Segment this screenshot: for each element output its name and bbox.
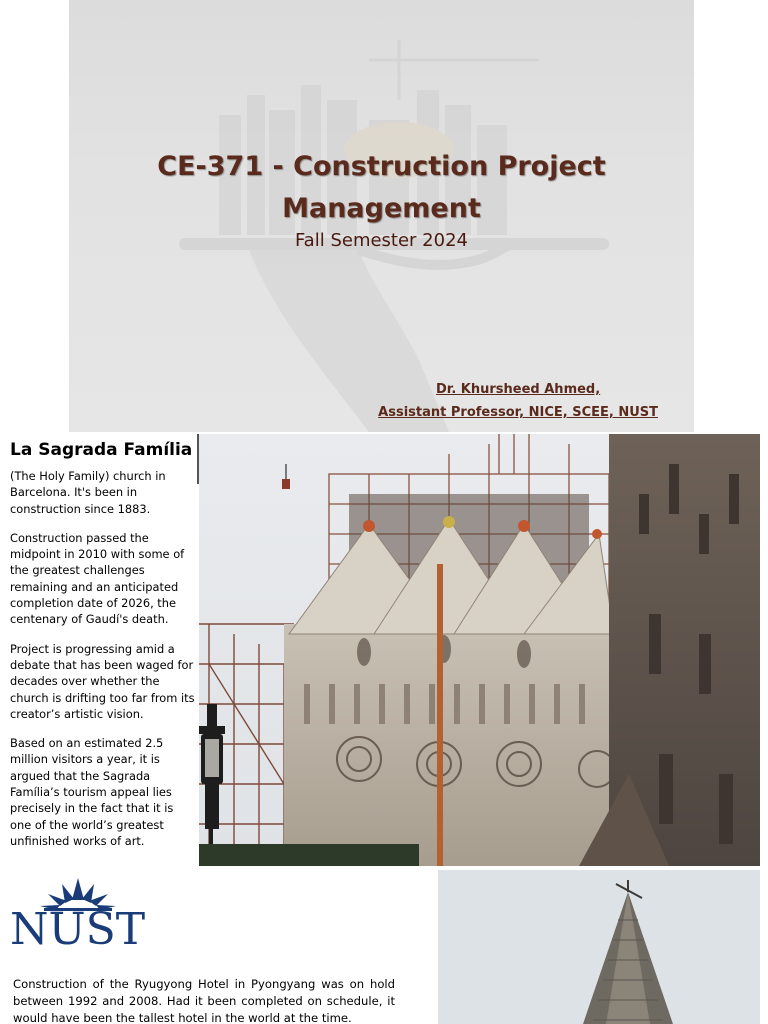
sagrada-paragraph: Project is progressing amid a debate that has been waged for decades over whether the church is drifting too far from its creator’s artistic vision.	[10, 641, 195, 721]
semester-label: Fall Semester 2024	[294, 230, 468, 251]
author-block	[378, 378, 658, 424]
cathedral-construction-photo-icon	[199, 434, 760, 866]
sagrada-paragraph: Based on an estimated 2.5 million visitors a year, it is argued that the Sagrada Família’s tourism appeal lies precisely in the fact that it is one of the world’s greatest unfinished works of art.	[10, 736, 174, 848]
sagrada-familia-photo	[199, 434, 760, 866]
sagrada-paragraph: Construction passed the midpoint in 2010 with some of the greatest challenges remaining and an anticipated completion date of 2026, the centenary of Gaudí's death.	[10, 530, 185, 627]
sagrada-paragraph: (The Holy Family) church in Barcelona. It's been in construction since 1883.	[10, 469, 166, 516]
ryugyong-paragraph: Construction of the Ryugyong Hotel in Pyongyang was on hold between 1992 and 2008. Had it been completed on schedule, it would have been the tallest hotel in the world at the time.	[13, 977, 395, 1024]
sagrada-familia-slide	[0, 432, 768, 868]
ryugyong-hotel-photo	[438, 870, 760, 1024]
nust-logo-text: NUST	[10, 904, 146, 955]
ryugyong-slide	[0, 868, 768, 1024]
sagrada-heading: La Sagrada Família	[10, 440, 193, 460]
sagrada-text-column	[10, 440, 196, 862]
author-name: Dr. Khursheed Ahmed,	[435, 382, 601, 397]
title-slide	[69, 0, 694, 432]
author-position: Assistant Professor, NICE, SCEE, NUST	[378, 405, 658, 420]
course-title: CE-371 - Construction Project Management	[157, 151, 606, 224]
ryugyong-hotel-photo-icon	[438, 870, 760, 1024]
